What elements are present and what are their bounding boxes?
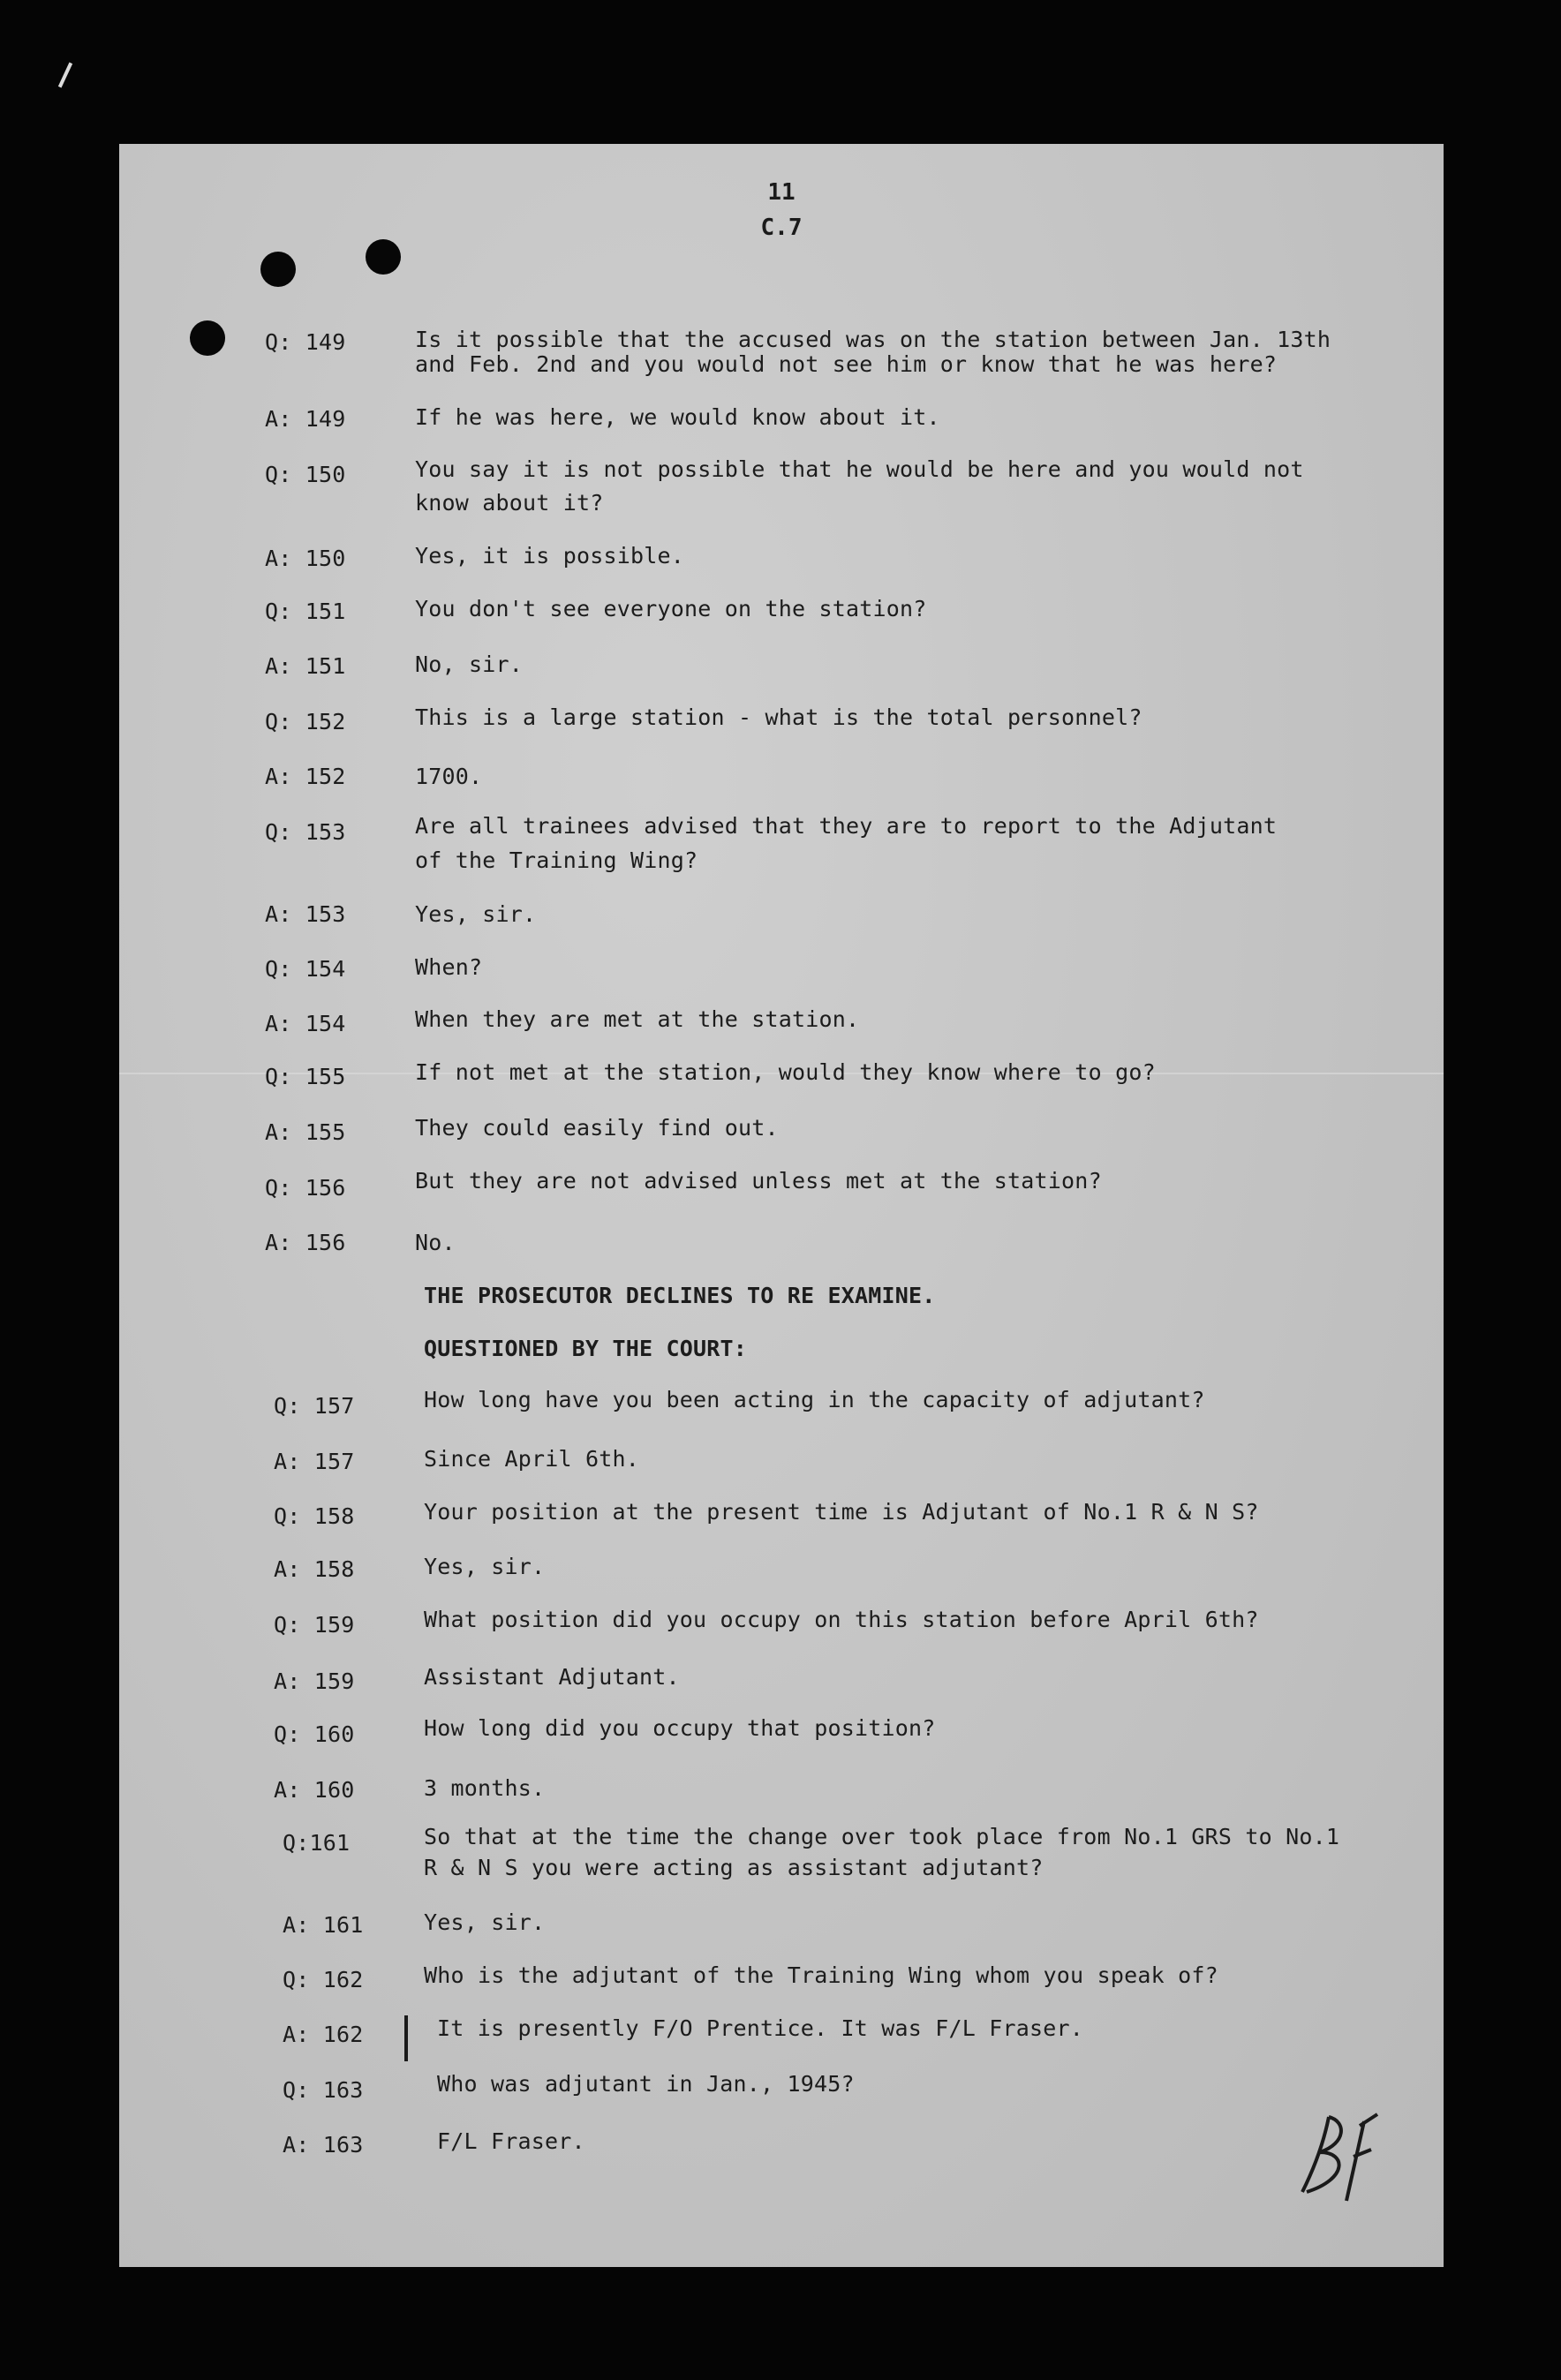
entry-text: Your position at the present time is Adjutant of No.1 R & N S? xyxy=(424,1499,1259,1525)
entry-text: When they are met at the station. xyxy=(415,1006,860,1032)
entry-label: A: 160 xyxy=(274,1777,355,1803)
punch-hole xyxy=(366,239,401,275)
entry-text: Who was adjutant in Jan., 1945? xyxy=(437,2071,855,2097)
entry-label: Q: 160 xyxy=(274,1721,355,1747)
margin-mark xyxy=(404,2015,408,2061)
entry-text: Who is the adjutant of the Training Wing whom you speak of? xyxy=(424,1962,1218,1988)
entry-text: of the Training Wing? xyxy=(415,847,698,873)
handwritten-initials xyxy=(1285,2104,1382,2210)
entry-label: Q: 155 xyxy=(265,1064,346,1089)
entry-label: A: 161 xyxy=(283,1912,364,1938)
entry-label: Q: 156 xyxy=(265,1175,346,1201)
entry-text: 3 months. xyxy=(424,1775,546,1801)
entry-text: If he was here, we would know about it. xyxy=(415,404,940,430)
entry-label: Q:161 xyxy=(283,1830,351,1856)
entry-text: You say it is not possible that he would be here and you would not xyxy=(415,456,1304,482)
entry-label: A: 153 xyxy=(265,901,346,927)
entry-label: Q: 163 xyxy=(283,2077,364,2103)
entry-label: Q: 154 xyxy=(265,956,346,982)
entry-label: A: 159 xyxy=(274,1668,355,1694)
entry-text: know about it? xyxy=(415,490,604,516)
entry-text: Is it possible that the accused was on the station between Jan. 13th xyxy=(415,327,1331,352)
entry-text: When? xyxy=(415,954,483,980)
entry-text: So that at the time the change over took place from No.1 GRS to No.1 xyxy=(424,1824,1340,1849)
entry-label: Q: 158 xyxy=(274,1503,355,1529)
entry-text: 1700. xyxy=(415,764,483,789)
punch-hole xyxy=(260,252,296,287)
entry-label: A: 158 xyxy=(274,1556,355,1582)
entry-label: A: 157 xyxy=(274,1449,355,1474)
entry-label: A: 154 xyxy=(265,1011,346,1036)
entry-text: Yes, sir. xyxy=(424,1554,546,1579)
document-page xyxy=(119,144,1444,2267)
entry-text: This is a large station - what is the total personnel? xyxy=(415,704,1142,730)
entry-label: Q: 150 xyxy=(265,462,346,487)
entry-label: A: 149 xyxy=(265,406,346,432)
entry-text: R & N S you were acting as assistant adjutant? xyxy=(424,1855,1044,1880)
entry-label: Q: 153 xyxy=(265,819,346,845)
entry-text: and Feb. 2nd and you would not see him or know that he was here? xyxy=(415,351,1278,377)
entry-text: Since April 6th. xyxy=(424,1446,640,1472)
entry-text: No. xyxy=(415,1230,456,1255)
entry-text: Yes, it is possible. xyxy=(415,543,685,569)
page-code: C.7 xyxy=(760,215,803,241)
entry-label: Q: 157 xyxy=(274,1393,355,1419)
entry-text: Are all trainees advised that they are to report to the Adjutant xyxy=(415,813,1278,839)
entry-text: It is presently F/O Prentice. It was F/L Fraser. xyxy=(437,2015,1084,2041)
entry-text: F/L Fraser. xyxy=(437,2128,585,2154)
entry-label: Q: 151 xyxy=(265,599,346,624)
entry-label: A: 150 xyxy=(265,546,346,571)
entry-text: How long did you occupy that position? xyxy=(424,1715,936,1741)
entry-text: Assistant Adjutant. xyxy=(424,1664,680,1690)
court-questioning-heading: QUESTIONED BY THE COURT: xyxy=(424,1336,748,1361)
entry-label: Q: 159 xyxy=(274,1612,355,1638)
entry-label: A: 162 xyxy=(283,2022,364,2047)
entry-text: Yes, sir. xyxy=(424,1909,546,1935)
entry-text: No, sir. xyxy=(415,651,524,677)
entry-label: A: 155 xyxy=(265,1119,346,1145)
entry-text: How long have you been acting in the capacity of adjutant? xyxy=(424,1387,1205,1412)
entry-label: A: 152 xyxy=(265,764,346,789)
entry-text: What position did you occupy on this station before April 6th? xyxy=(424,1607,1259,1632)
page-number: 11 xyxy=(767,179,796,206)
entry-text: They could easily find out. xyxy=(415,1115,779,1141)
entry-label: A: 163 xyxy=(283,2132,364,2158)
entry-label: Q: 149 xyxy=(265,329,346,355)
entry-text: Yes, sir. xyxy=(415,901,537,927)
entry-label: Q: 152 xyxy=(265,709,346,734)
entry-text: But they are not advised unless met at the station? xyxy=(415,1168,1102,1194)
entry-label: A: 156 xyxy=(265,1230,346,1255)
entry-label: Q: 162 xyxy=(283,1967,364,1992)
entry-text: You don't see everyone on the station? xyxy=(415,596,927,621)
scratch-mark xyxy=(58,63,72,88)
prosecutor-statement: THE PROSECUTOR DECLINES TO RE EXAMINE. xyxy=(424,1283,936,1308)
entry-label: A: 151 xyxy=(265,653,346,679)
entry-text: If not met at the station, would they know where to go? xyxy=(415,1059,1156,1085)
punch-hole xyxy=(190,320,225,356)
